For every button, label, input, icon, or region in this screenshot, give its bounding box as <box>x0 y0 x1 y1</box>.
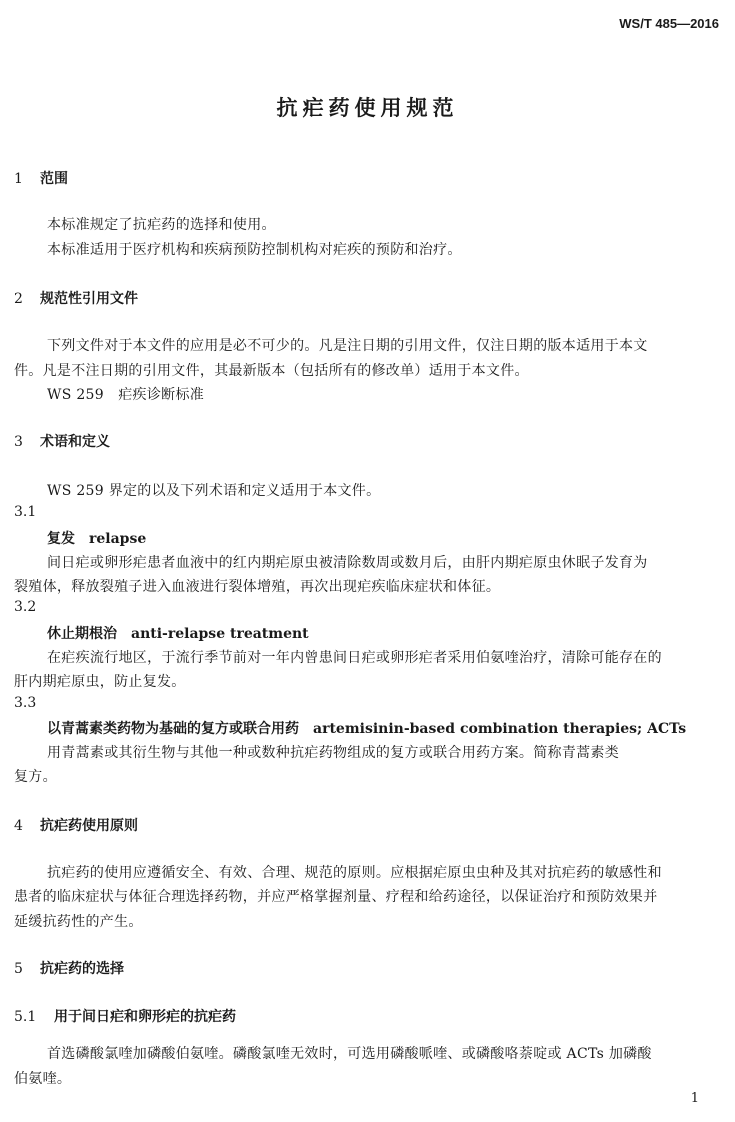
section-title: 术语和定义 <box>40 434 110 450</box>
document-title: 抗疟药使用规范 <box>276 96 459 120</box>
paragraph-line: 件。凡是不注日期的引用文件，其最新版本（包括所有的修改单）适用于本文件。 <box>14 363 529 379</box>
term-zh: 休止期根治 <box>47 626 117 642</box>
term-heading <box>47 528 146 548</box>
section-title: 抗疟药的选择 <box>40 961 124 977</box>
section-title: 规范性引用文件 <box>40 291 138 307</box>
paragraph-line: 首选磷酸氯喹加磷酸伯氨喹。磷酸氯喹无效时，可选用磷酸哌喹、或磷酸咯萘啶或 ACTs 加磷酸 <box>47 1046 652 1062</box>
reference-ws259: WS 259 疟疾诊断标准 <box>47 387 205 403</box>
section-5-heading <box>14 958 124 978</box>
paragraph-line: 肝内期疟原虫，防止复发。 <box>14 674 186 690</box>
term-en: relapse <box>89 531 147 547</box>
section-number: 4 <box>14 818 23 834</box>
section-5-1-heading <box>14 1006 236 1026</box>
section-title: 范围 <box>40 171 68 187</box>
paragraph-line: WS 259 界定的以及下列术语和定义适用于本文件。 <box>47 483 381 499</box>
paragraph-line: 间日疟或卵形疟患者血液中的红内期疟原虫被清除数周或数月后，由肝内期疟原虫休眠子发育为 <box>47 555 648 571</box>
term-en: artemisinin-based combination therapies; ACTs <box>313 721 687 737</box>
term-heading <box>47 718 686 738</box>
paragraph-line: 裂殖体，释放裂殖子进入血液进行裂体增殖，再次出现疟疾临床症状和体征。 <box>14 579 501 595</box>
term-zh: 以青蒿素类药物为基础的复方或联合用药 <box>47 721 299 737</box>
paragraph-line: 在疟疾流行地区，于流行季节前对一年内曾患间日疟或卵形疟者采用伯氨喹治疗，清除可能存在的 <box>47 650 662 666</box>
paragraph-line: 复方。 <box>14 769 57 785</box>
term-number: 3.3 <box>14 695 37 711</box>
section-title: 用于间日疟和卵形疟的抗疟药 <box>54 1009 236 1025</box>
section-number: 3 <box>14 434 23 450</box>
section-3-heading <box>14 431 110 451</box>
term-number: 3.1 <box>14 504 37 520</box>
term-zh: 复发 <box>47 531 75 547</box>
paragraph-line: 下列文件对于本文件的应用是必不可少的。凡是注日期的引用文件，仅注日期的版本适用于本文 <box>47 338 648 354</box>
page-number: 1 <box>690 1091 699 1106</box>
paragraph-line: 抗疟药的使用应遵循安全、有效、合理、规范的原则。应根据疟原虫虫种及其对抗疟药的敏感性和 <box>47 865 662 881</box>
term-en: anti-relapse treatment <box>131 626 309 642</box>
term-heading <box>47 623 309 643</box>
paragraph-line: 伯氨喹。 <box>14 1071 72 1087</box>
section-number: 2 <box>14 291 23 307</box>
section-4-heading <box>14 815 138 835</box>
paragraph-line: 延缓抗药性的产生。 <box>14 914 143 930</box>
standard-code: WS/T 485—2016 <box>619 16 719 31</box>
section-1-heading <box>14 168 68 188</box>
paragraph-line: 患者的临床症状与体征合理选择药物，并应严格掌握剂量、疗程和给药途径，以保证治疗和预防效果并 <box>14 889 658 905</box>
section-number: 1 <box>14 171 23 187</box>
term-number: 3.2 <box>14 599 37 615</box>
section-title: 抗疟药使用原则 <box>40 818 138 834</box>
section-number: 5 <box>14 961 23 977</box>
paragraph-line: 用青蒿素或其衍生物与其他一种或数种抗疟药物组成的复方或联合用药方案。简称青蒿素类 <box>47 745 619 761</box>
paragraph-line: 本标准适用于医疗机构和疾病预防控制机构对疟疾的预防和治疗。 <box>47 242 462 258</box>
section-number: 5.1 <box>14 1009 37 1025</box>
paragraph-line: 本标准规定了抗疟药的选择和使用。 <box>47 217 276 233</box>
section-2-heading <box>14 288 138 308</box>
